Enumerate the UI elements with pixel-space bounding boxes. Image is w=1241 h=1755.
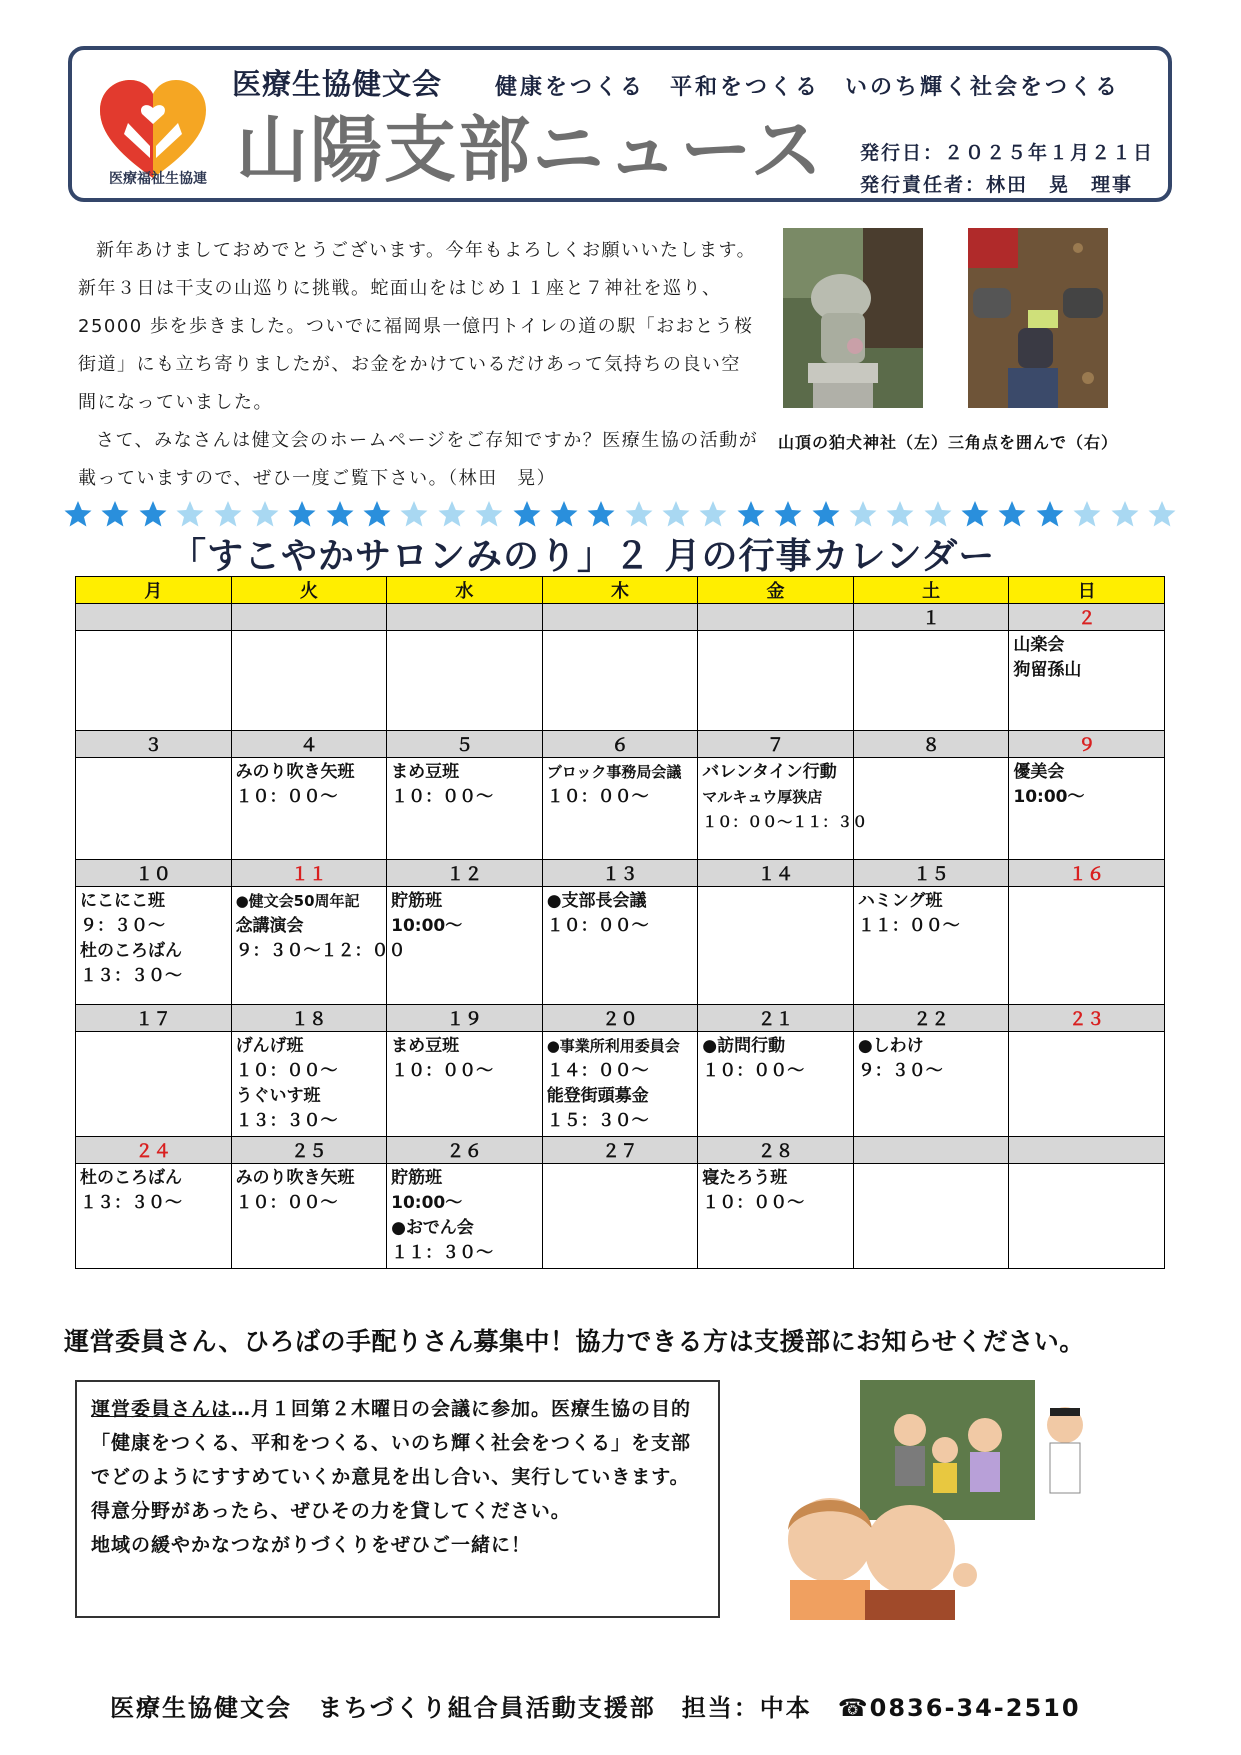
date-cell: １０	[76, 860, 232, 887]
committee-description: …月１回第２木曜日の会議に参加。医療生協の目的「健康をつくる、平和をつくる、いのち輝く社会をつくる」を支部でどのようにすすめていくか意見を出し合い、実行していきます。得意分野があったら、ぜひその力を貸してください。	[91, 1398, 692, 1522]
event-cell	[542, 887, 698, 1005]
date-cell: １９	[387, 1005, 543, 1032]
event-line: １５：３０～	[546, 1111, 649, 1131]
event-line: ９：３０～	[80, 916, 165, 936]
event-cell	[698, 758, 868, 860]
event-line: にこにこ班	[80, 891, 165, 911]
event-cell	[542, 1032, 698, 1137]
date-cell: ２５	[231, 1137, 387, 1164]
event-line: 優美会	[1013, 762, 1065, 782]
event-row	[76, 631, 1165, 731]
event-line: ●事業所利用委員会	[546, 1037, 680, 1055]
star-icon	[176, 500, 204, 528]
event-cell	[76, 887, 232, 1005]
event-line: 10:00～	[1013, 787, 1085, 807]
event-line: マルキュウ厚狭店	[702, 788, 823, 806]
date-row	[76, 1137, 1165, 1164]
event-cell	[231, 631, 387, 731]
date-cell: ７	[698, 731, 854, 758]
event-line: １１：３０～	[391, 1243, 494, 1263]
event-line: 10:00～	[391, 1193, 463, 1213]
event-line: １０：００～	[702, 1193, 805, 1213]
star-icon	[1148, 500, 1176, 528]
event-cell	[698, 1164, 854, 1269]
date-cell: ４	[231, 731, 387, 758]
event-line: １０：００～	[546, 787, 649, 807]
event-cell	[387, 631, 543, 731]
star-icon	[1073, 500, 1101, 528]
date-cell: １４	[698, 860, 854, 887]
event-line: 杜のころばん	[80, 1168, 182, 1188]
event-line: １３：３０～	[80, 966, 182, 986]
star-icon	[550, 500, 578, 528]
date-cell: １	[853, 604, 1009, 631]
date-cell: １２	[387, 860, 543, 887]
star-icon	[849, 500, 877, 528]
event-line: １０：００～	[391, 787, 494, 807]
event-cell	[698, 1032, 854, 1137]
event-line: ９：３０～	[857, 1061, 943, 1081]
committee-closing: 地域の緩やかなつながりづくりをぜひご一緒に！	[91, 1534, 532, 1556]
intro-paragraph-2: さて、みなさんは健文会のホームページをご存知ですか？医療生協の活動が載っていますので、ぜひ一度ご覧下さい。（林田 晃）	[78, 430, 759, 489]
committee-info-box	[75, 1380, 720, 1618]
event-line: １３：３０～	[80, 1193, 182, 1213]
event-cell	[853, 758, 1009, 860]
date-cell: １８	[231, 1005, 387, 1032]
weekday-header: 水	[387, 577, 543, 604]
event-cell	[853, 631, 1009, 731]
star-icon	[737, 500, 765, 528]
event-cell	[387, 1032, 543, 1137]
footer-contact: 医療生協健文会 まちづくり組合員活動支援部 担当：中本 ☎0836-34-2510	[110, 1694, 1081, 1722]
event-cell	[1009, 887, 1165, 1005]
event-line: ●健文会50周年記	[235, 892, 360, 910]
date-cell: １５	[853, 860, 1009, 887]
event-cell	[76, 1032, 232, 1137]
event-cell	[853, 1164, 1009, 1269]
date-cell: ２１	[698, 1005, 854, 1032]
org-name: 医療生協健文会	[232, 67, 443, 101]
event-line: １０：００～１１：３０	[702, 813, 868, 831]
event-cell	[387, 1164, 543, 1269]
event-line: げんげ班	[235, 1036, 304, 1056]
star-icon	[886, 500, 914, 528]
event-cell	[542, 758, 698, 860]
event-cell	[542, 631, 698, 731]
star-icon	[139, 500, 167, 528]
event-cell	[76, 1164, 232, 1269]
event-line: みのり吹き矢班	[235, 1168, 355, 1188]
star-icon	[924, 500, 952, 528]
star-icon	[961, 500, 989, 528]
event-row	[76, 1164, 1165, 1269]
event-line: 貯筋班	[391, 1168, 443, 1188]
star-icon	[812, 500, 840, 528]
triangulation-point-photo	[968, 228, 1108, 408]
event-line: １０：００～	[391, 1061, 494, 1081]
date-cell: ２６	[387, 1137, 543, 1164]
date-cell: ５	[387, 731, 543, 758]
event-line: 念講演会	[235, 916, 304, 936]
date-cell: １６	[1009, 860, 1165, 887]
event-calendar	[75, 576, 1165, 1269]
date-cell	[542, 604, 698, 631]
event-line: うぐいす班	[235, 1086, 321, 1106]
event-line: ●支部長会議	[546, 891, 647, 911]
date-cell: １７	[76, 1005, 232, 1032]
weekday-header-row	[76, 577, 1165, 604]
date-cell: ６	[542, 731, 698, 758]
star-icon	[625, 500, 653, 528]
date-cell	[76, 604, 232, 631]
event-line: １０：００～	[546, 916, 649, 936]
publisher: 発行責任者：林田 晃 理事	[860, 174, 1134, 196]
event-row	[76, 1032, 1165, 1137]
event-line: まめ豆班	[391, 1036, 460, 1056]
event-cell	[698, 887, 854, 1005]
event-line: １４：００～	[546, 1061, 649, 1081]
event-line: 貯筋班	[391, 891, 443, 911]
weekday-header: 日	[1009, 577, 1165, 604]
date-cell: ２２	[853, 1005, 1009, 1032]
event-line: バレンタイン行動	[702, 762, 837, 782]
event-line: ●訪問行動	[702, 1036, 786, 1056]
intro-paragraph-1: 新年あけましておめでとうございます。今年もよろしくお願いいたします。新年３日は干支の山巡りに挑戦。蛇面山をはじめ１１座と７神社を巡り、25000 歩を歩きました。ついでに福岡県一億円トイレの道の駅「おおとう桜街道」にも立ち寄りましたが、お金をかけているだけあって気持ちの良い空間になっていました。	[78, 240, 757, 413]
weekday-header: 土	[853, 577, 1009, 604]
date-row	[76, 731, 1165, 758]
people-illustration	[760, 1380, 1120, 1620]
weekday-header: 金	[698, 577, 854, 604]
date-cell	[853, 1137, 1009, 1164]
date-cell: ２４	[76, 1137, 232, 1164]
committee-info-text	[91, 1392, 704, 1562]
event-line: ●おでん会	[391, 1218, 474, 1238]
event-cell	[76, 631, 232, 731]
event-cell	[1009, 1032, 1165, 1137]
recruit-headline: 運営委員さん、ひろばの手配りさん募集中！協力できる方は支援部にお知らせください。	[64, 1327, 1085, 1356]
event-cell	[698, 631, 854, 731]
star-icon	[1036, 500, 1064, 528]
event-line: 狗留孫山	[1013, 660, 1082, 680]
event-line: 寝たろう班	[702, 1168, 788, 1188]
event-cell	[387, 758, 543, 860]
event-line: １０：００～	[235, 1061, 338, 1081]
star-icon	[438, 500, 466, 528]
event-line: １０：００～	[702, 1061, 805, 1081]
event-line: みのり吹き矢班	[235, 762, 355, 782]
event-cell	[76, 758, 232, 860]
date-cell: １１	[231, 860, 387, 887]
date-cell: ２３	[1009, 1005, 1165, 1032]
event-line: ●しわけ	[857, 1036, 924, 1056]
logo-caption: 医療福祉生協連	[109, 171, 207, 187]
komainu-photo	[783, 228, 923, 408]
star-icon	[64, 500, 92, 528]
event-cell	[231, 1032, 387, 1137]
date-cell: ２７	[542, 1137, 698, 1164]
newsletter-title: 山陽支部ニュース	[236, 108, 825, 192]
event-line: １０：００～	[235, 787, 338, 807]
star-icon	[1111, 500, 1139, 528]
star-icon	[774, 500, 802, 528]
star-icon	[326, 500, 354, 528]
date-row	[76, 604, 1165, 631]
event-line: １３：３０～	[235, 1111, 338, 1131]
star-icon	[475, 500, 503, 528]
photo-caption: 山頂の狛犬神社（左）三角点を囲んで（右）	[778, 433, 1119, 452]
star-icon	[363, 500, 391, 528]
event-line: 能登街頭募金	[546, 1086, 649, 1106]
date-cell: ２	[1009, 604, 1165, 631]
date-cell: ８	[853, 731, 1009, 758]
event-cell	[853, 887, 1009, 1005]
event-line: １１：００～	[857, 916, 960, 936]
star-icon	[101, 500, 129, 528]
date-cell: ９	[1009, 731, 1165, 758]
issue-date: 発行日：２０２５年１月２１日	[860, 142, 1155, 164]
star-icon	[400, 500, 428, 528]
date-cell	[1009, 1137, 1165, 1164]
weekday-header: 木	[542, 577, 698, 604]
event-line: まめ豆班	[391, 762, 460, 782]
date-cell: ２０	[542, 1005, 698, 1032]
star-icon	[288, 500, 316, 528]
event-row	[76, 887, 1165, 1005]
intro-text	[78, 232, 760, 498]
date-cell: ３	[76, 731, 232, 758]
event-line: ハミング班	[857, 891, 943, 911]
star-icon	[214, 500, 242, 528]
star-icon	[587, 500, 615, 528]
event-cell	[1009, 758, 1165, 860]
event-line: 山楽会	[1013, 635, 1065, 655]
event-cell	[853, 1032, 1009, 1137]
event-line: 杜のころばん	[80, 941, 182, 961]
event-cell	[387, 887, 543, 1005]
star-icon	[513, 500, 541, 528]
event-cell	[1009, 1164, 1165, 1269]
event-line: ９：３０～１２：００	[235, 941, 406, 961]
event-cell	[231, 887, 406, 1005]
star-icon	[251, 500, 279, 528]
committee-lead: 運営委員さんは	[91, 1398, 232, 1420]
date-cell	[231, 604, 387, 631]
date-row	[76, 1005, 1165, 1032]
event-cell	[1009, 631, 1165, 731]
weekday-header: 火	[231, 577, 387, 604]
date-cell	[387, 604, 543, 631]
date-cell: １３	[542, 860, 698, 887]
event-line: １０：００～	[235, 1193, 338, 1213]
event-line: ブロック事務局会議	[546, 763, 682, 781]
star-icon	[699, 500, 727, 528]
star-icon	[998, 500, 1026, 528]
slogan: 健康をつくる 平和をつくる いのち輝く社会をつくる	[495, 75, 1121, 100]
event-cell	[231, 1164, 387, 1269]
event-line: 10:00～	[391, 916, 463, 936]
weekday-header: 月	[76, 577, 232, 604]
event-cell	[231, 758, 387, 860]
event-row	[76, 758, 1165, 860]
date-cell: ２８	[698, 1137, 854, 1164]
calendar-title: 「すこやかサロンみのり」２ 月の行事カレンダー	[170, 536, 996, 577]
date-row	[76, 860, 1165, 887]
date-cell	[698, 604, 854, 631]
star-icon	[662, 500, 690, 528]
event-cell	[542, 1164, 698, 1269]
